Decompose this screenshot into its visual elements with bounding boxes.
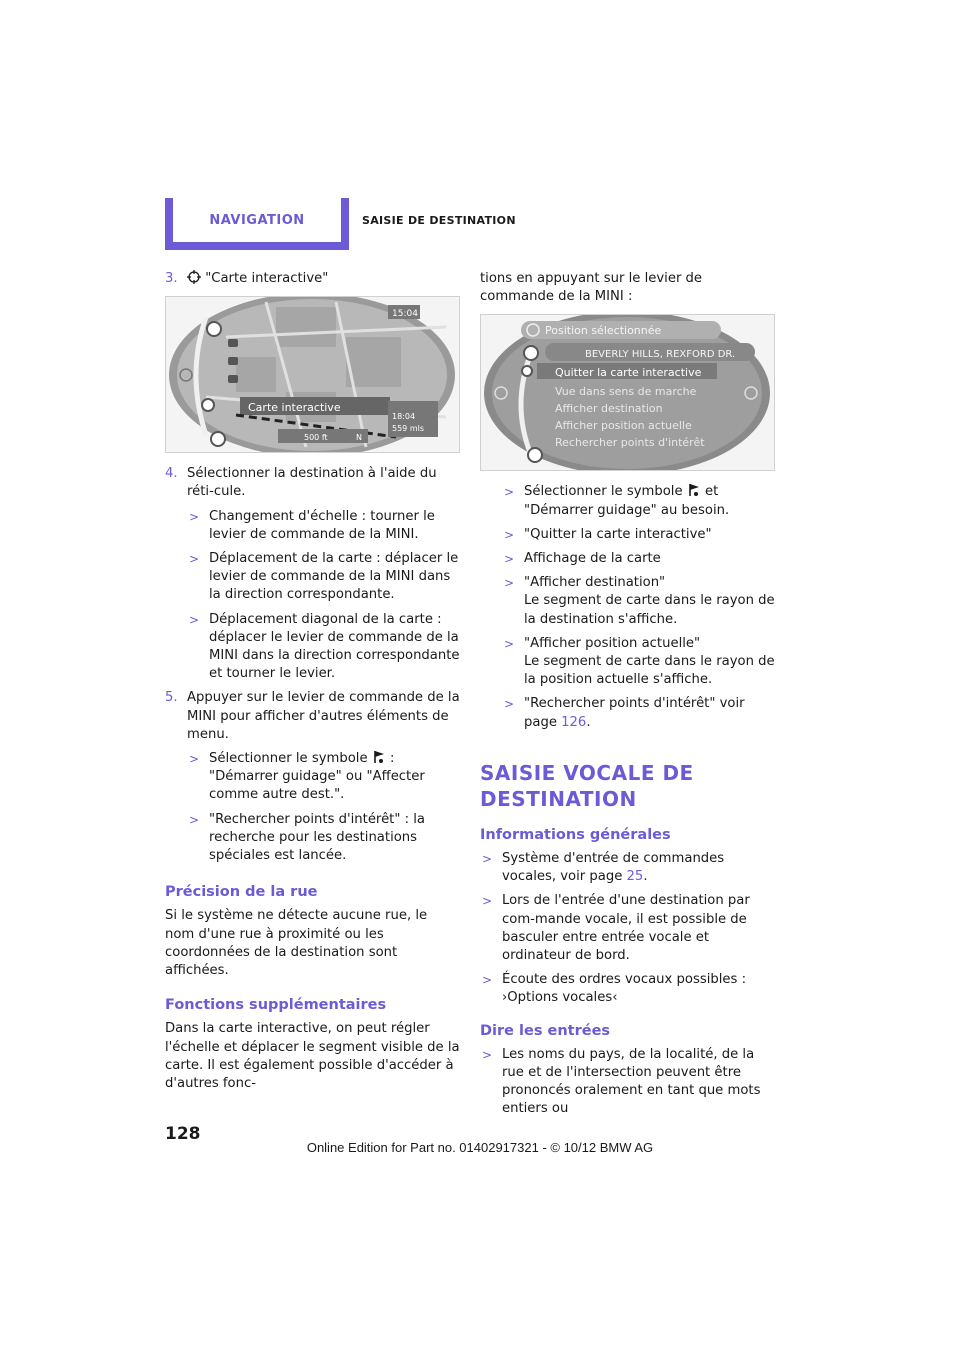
step-5-number: 5. xyxy=(165,690,178,706)
step-3 xyxy=(165,270,460,288)
map-scale: 500 ft xyxy=(304,433,328,443)
step-5-text: Appuyer sur le levier de commande de la MINI pour afficher d'autres éléments de menu. xyxy=(187,690,460,742)
page-link-25[interactable]: 25 xyxy=(626,869,644,885)
menu-bullets xyxy=(502,483,775,731)
heading-informations: Informations générales xyxy=(480,826,671,843)
map-screen-graphic xyxy=(166,297,459,452)
list-item: > Déplacement diagonal de la carte : déplacer le levier de commande de la MINI dans la direction correspondante et tourner le levier. xyxy=(187,611,460,684)
list-item: > Lors de l'entrée d'une destination par com-mande vocale, il est possible de basculer entre entrée vocale et ordinateur de bord. xyxy=(480,892,775,965)
right-column xyxy=(480,270,775,1125)
step-5-bullets xyxy=(187,750,460,865)
destination-flag-icon xyxy=(687,483,701,497)
list-item xyxy=(502,635,775,690)
right-b5-title: > "Afficher position actuelle" xyxy=(524,635,701,651)
list-item xyxy=(187,750,460,805)
page-link-126[interactable]: 126 xyxy=(561,714,587,730)
list-item xyxy=(502,483,775,519)
step-4-number: 4. xyxy=(165,466,178,482)
step-4-bullets xyxy=(187,508,460,684)
list-item: > "Rechercher points d'intérêt" : la recherche pour les destinations spéciales est lancée. xyxy=(187,811,460,866)
list-item: > "Quitter la carte interactive" xyxy=(502,526,775,544)
list-item xyxy=(480,971,775,1007)
menu-item-poi[interactable]: Rechercher points d'intérêt xyxy=(555,436,705,450)
section-title: SAISIE DE DESTINATION xyxy=(362,214,516,227)
info-b3-command: ›Options vocales‹ xyxy=(502,990,618,1006)
map-north: N xyxy=(356,433,362,443)
step-4 xyxy=(165,465,460,501)
left-column xyxy=(165,270,460,1099)
right-b4-text: Le segment de carte dans le rayon de la destination s'affiche. xyxy=(524,593,775,627)
step-4-text: Sélectionner la destination à l'aide du réti-cule. xyxy=(187,466,437,500)
paragraph-fonctions: Dans la carte interactive, on peut régler l'échelle et déplacer le segment visible de la carte. Il est également possible d'accéder à d'autres fonc- xyxy=(165,1021,460,1092)
right-b1-post: et "Démarrer guidage" au besoin. xyxy=(524,484,730,518)
list-item: > Les noms du pays, de la localité, de la rue et de l'intersection peuvent être prononcés oralement en tant que mots entiers ou xyxy=(480,1046,775,1119)
info-b1-post: . xyxy=(643,869,648,885)
list-item xyxy=(502,574,775,629)
paragraph-precision: Si le système ne détecte aucune rue, le nom d'une rue à proximité ou les coordonnées de la destination sont affichées. xyxy=(165,908,428,979)
list-item: > Changement d'échelle : tourner le levier de commande de la MINI. xyxy=(187,508,460,544)
menu-item-quit[interactable]: Quitter la carte interactive xyxy=(555,366,702,380)
heading-dire: Dire les entrées xyxy=(480,1022,611,1039)
menu-item-position[interactable]: Afficher position actuelle xyxy=(555,419,692,433)
destination-flag-icon xyxy=(372,750,386,764)
map-label-text: Carte interactive xyxy=(248,401,341,415)
menu-title: Position sélectionnée xyxy=(545,324,662,338)
step-3-text: "Carte interactive" xyxy=(205,271,329,286)
menu-screen-graphic xyxy=(481,315,774,470)
right-b1-pre: Sélectionner le symbole xyxy=(524,484,683,500)
list-item: > Affichage de la carte xyxy=(502,550,775,568)
map-eta: 18:04 xyxy=(392,412,416,422)
menu-item-direction[interactable]: Vue dans sens de marche xyxy=(555,385,697,399)
footer: Online Edition for Part no. 01402917321 - © 10/12 BMW AG xyxy=(306,1140,654,1155)
page-number: 128 xyxy=(165,1124,201,1144)
menu-address: BEVERLY HILLS, REXFORD DR. xyxy=(585,349,736,361)
heading-precision: Précision de la rue xyxy=(165,884,318,901)
step-5-b1-post: : "Démarrer guidage" ou "Affecter comme autre dest.". xyxy=(209,751,425,803)
step-5-b1-pre: Sélectionner le symbole xyxy=(209,751,368,767)
heading-saisie-line2: DESTINATION xyxy=(480,786,637,811)
right-b6-pre: "Rechercher points d'intérêt" voir page xyxy=(524,696,745,730)
heading-saisie-vocale xyxy=(480,760,775,812)
step-3-number: 3. xyxy=(165,271,178,286)
right-b6-post: . xyxy=(586,714,591,730)
step-5 xyxy=(165,689,460,744)
heading-fonctions: Fonctions supplémentaires xyxy=(165,997,387,1014)
heading-saisie-line1: SAISIE VOCALE DE xyxy=(480,760,694,785)
right-b4-title: > "Afficher destination" xyxy=(524,575,666,591)
list-item xyxy=(480,850,775,886)
info-b1-pre: Système d'entrée de commandes vocales, voir page xyxy=(502,851,725,885)
list-item xyxy=(502,695,775,731)
list-item: > Déplacement de la carte : déplacer le levier de commande de la MINI dans la direction correspondante. xyxy=(187,550,460,605)
crosshair-icon xyxy=(187,270,201,284)
info-b3-pre: > Écoute des ordres vocaux possibles : xyxy=(502,972,747,988)
right-b5-text: Le segment de carte dans le rayon de la position actuelle s'affiche. xyxy=(524,654,775,688)
paragraph-continued: tions en appuyant sur le levier de commande de la MINI : xyxy=(480,271,703,305)
chapter-tab xyxy=(165,198,349,250)
map-time: 15:04 xyxy=(392,309,418,320)
interactive-map-screenshot xyxy=(165,296,460,453)
position-menu-screenshot xyxy=(480,314,775,471)
map-distance: 559 mls xyxy=(392,424,424,434)
menu-item-destination[interactable]: Afficher destination xyxy=(555,402,663,416)
chapter-tab-label: NAVIGATION xyxy=(173,198,341,242)
